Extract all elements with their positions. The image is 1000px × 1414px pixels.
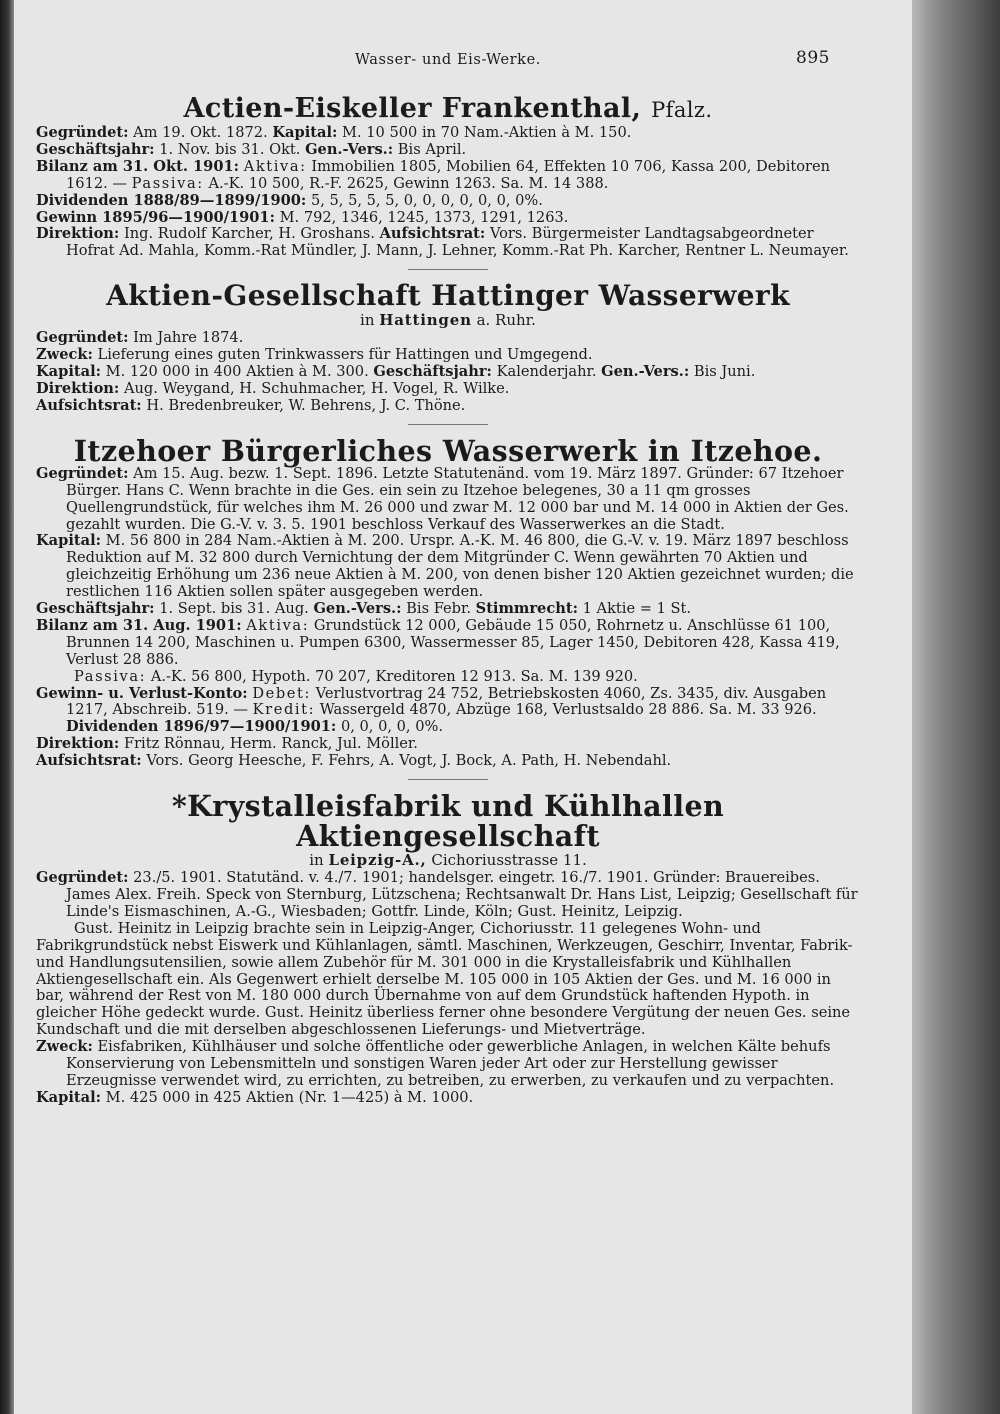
entry-capital <box>36 364 860 381</box>
entry-text: Im Jahre 1874. <box>133 329 244 347</box>
entry-text: Am 19. Okt. 1872. <box>133 124 268 141</box>
company-title: *Krystalleisfabrik und Kühlhallen Aktiengesellschaft <box>171 789 725 854</box>
binding-shadow-right <box>912 0 1000 1414</box>
entry-label: Bilanz am 31. Okt. 1901: <box>36 157 240 175</box>
entry-text: Aug. Weygand, H. Schuhmacher, H. Vogel, R. Wilke. <box>123 379 510 397</box>
location-suffix: a. Ruhr. <box>476 311 536 330</box>
entry-label: Zweck: <box>36 1038 93 1056</box>
entry-spaced-label: Debet: <box>252 684 312 702</box>
entry-text: Kalenderjahr. <box>496 363 597 381</box>
company-title: Aktien-Gesellschaft Hattinger Wasserwerk <box>106 279 790 313</box>
binding-shadow-left <box>0 0 14 1414</box>
entry-text: Vors. Georg Heesche, F. Fehrs, A. Vogt, J. Bock, A. Path, H. Nebendahl. <box>146 752 672 770</box>
entry-text: Fritz Rönnau, Herm. Ranck, Jul. Möller. <box>123 735 418 753</box>
entry-label: Gegründet: <box>36 869 129 887</box>
entry-label: Kapital: <box>272 124 338 141</box>
entry-label: Bilanz am 31. Aug. 1901: <box>36 616 242 634</box>
entry-label: Geschäftsjahr: <box>36 600 155 618</box>
company-entry <box>36 791 860 1107</box>
entry-text: Vors. Bürgermeister Landtagsabgeordneter Hofrat Ad. Mahla, Komm.-Rat Mündler, J. Mann, J. Lehner, Komm.-Rat Ph. Karcher, Rentner L. Neumayer. <box>66 225 849 260</box>
location-suffix: Cichoriusstrasse 11. <box>431 851 587 870</box>
page-text <box>36 44 860 1107</box>
page-number: 895 <box>796 48 830 68</box>
company-entry <box>36 94 860 260</box>
entry-spaced-label: Passiva: <box>131 174 204 192</box>
company-title: Itzehoer Bürgerliches Wasserwerk in Itzehoe. <box>73 433 823 468</box>
entry-text: Gust. Heinitz in Leipzig brachte sein in Leipzig-Anger, Cichoriusstr. 11 gelegenes Wohn- und Fabrikgrundstück nebst Eiswerk und Kühlanlagen, sämtl. Maschinen, Werkzeugen, Geschirr, Inventar, Fabrik- und Handlungsutensilien, sowie allem Zubehör für M. 301 000 in die Krystalleisfabrik und Kühlhallen Aktiengesellschaft ein. Als Gegenwert erhielt derselbe M. 105 000 in 105 Aktien der Ges. und M. 16 000 in bar, während der Rest von M. 180 000 durch Übernahme von auf dem Grundstück haftenden Hypoth. in gleicher Höhe gedeckt wurde. Gust. Heinitz überliess ferner ohne besondere Vergütung der neuen Ges. seine Kundschaft und die mit derselben abgeschlossenen Lieferungs- und Mietverträge. <box>36 919 853 1039</box>
entry-text: Wassergeld 4870, Abzüge 168, Verlustsaldo 28 886. Sa. M. 33 926. <box>319 701 817 719</box>
entry-label: Aufsichtsrat: <box>36 752 142 770</box>
entry-label: Dividenden 1888/89—1899/1900: <box>36 191 307 209</box>
entry-text: 0, 0, 0, 0, 0%. <box>340 718 443 736</box>
location-city: Leipzig-A., <box>328 851 427 870</box>
entry-spaced-label: Passiva: <box>74 667 147 685</box>
entry-text: 1. Sept. bis 31. Aug. <box>159 600 309 618</box>
entry-founded <box>36 125 860 142</box>
company-entry <box>36 433 860 770</box>
entry-text: Bis April. <box>397 140 467 158</box>
section-divider <box>408 779 488 780</box>
location-prefix: in <box>360 311 375 330</box>
entry-text: Immobilien 1805, Mobilien 64, Effekten 10 706, Kassa 200, Debitoren 1612. — <box>66 157 831 192</box>
entry-supervisory-board <box>36 753 860 770</box>
entry-text: M. 56 800 in 284 Nam.-Aktien à M. 200. Urspr. A.-K. M. 46 800, die G.-V. v. 19. März 1897 beschloss Reduktion auf M. 32 800 durch Vernichtung der dem Mitgründer C. Wenn gewährten 70 Aktien und gleichzeitig Erhöhung um 236 neue Aktien à M. 200, von denen bisher 120 Aktien gezeichnet wurden; die restlichen 116 Aktien sollen später ausgegeben werden. <box>66 532 854 601</box>
entry-text: H. Bredenbreuker, W. Behrens, J. C. Thöne. <box>146 396 466 414</box>
entry-label: Direktion: <box>36 225 120 243</box>
entry-liabilities <box>36 669 860 686</box>
company-title <box>36 94 860 125</box>
entry-label: Geschäftsjahr: <box>36 140 155 158</box>
section-divider <box>408 269 488 270</box>
entry-purpose <box>36 1039 860 1090</box>
entry-label: Direktion: <box>36 735 120 753</box>
entry-text: M. 120 000 in 400 Aktien à M. 300. <box>105 363 369 381</box>
location-prefix: in <box>309 851 324 870</box>
entry-label: Aufsichtsrat: <box>36 396 142 414</box>
entry-spaced-label: Aktiva: <box>243 157 307 175</box>
entry-balance <box>36 159 860 193</box>
running-title: Wasser- und Eis-Werke. <box>355 52 541 68</box>
entry-label: Gegründet: <box>36 124 129 141</box>
entry-purpose <box>36 347 860 364</box>
entry-supervisory-board <box>36 398 860 415</box>
entry-balance <box>36 618 860 669</box>
entry-text: 5, 5, 5, 5, 5, 0, 0, 0, 0, 0, 0, 0%. <box>310 191 543 209</box>
entry-label: Gen.-Vers.: <box>305 140 394 158</box>
entry-management <box>36 226 860 260</box>
entry-text: A.-K. 10 500, R.-F. 2625, Gewinn 1263. Sa. M. 14 388. <box>208 174 609 192</box>
entry-text: Bis Febr. <box>406 600 472 618</box>
company-location <box>36 311 860 330</box>
entry-spaced-label: Aktiva: <box>246 616 310 634</box>
entry-label: Dividenden 1896/97—1900/1901: <box>66 718 337 736</box>
entry-label: Gen.-Vers.: <box>601 363 690 381</box>
entry-fiscal-year <box>36 142 860 159</box>
entry-founded <box>36 330 860 347</box>
entry-label: Direktion: <box>36 379 120 397</box>
entry-label: Kapital: <box>36 532 102 550</box>
running-header <box>36 44 860 84</box>
entry-profit <box>36 210 860 227</box>
entry-spaced-label: Kredit: <box>252 701 316 719</box>
entry-text: Eisfabriken, Kühlhäuser und solche öffentliche oder gewerbliche Anlagen, in welchen Kälte behufs Konservierung von Lebensmitteln und sonstigen Waren jeder Art oder zur Herstellung gewisser Erzeugnisse verwendet wird, zu errichten, zu betreiben, zu erwerben, zu verkaufen und zu verpachten. <box>66 1038 835 1089</box>
entry-capital <box>36 533 860 601</box>
entry-text: Ing. Rudolf Karcher, H. Groshans. <box>123 225 375 243</box>
company-name-suffix: Pfalz. <box>651 98 713 122</box>
entry-text: Am 15. Aug. bezw. 1. Sept. 1896. Letzte Statutenänd. vom 19. März 1897. Gründer: 67 Itzehoer Bürger. Hans C. Wenn brachte in die Ges. ein sein zu Itzehoe belegenes, 30 a 11 qm grosses Quellengrundstück, für welches ihm M. 26 000 und zwar M. 12 000 bar und M. 14 000 in Aktien der Ges. gezahlt wurden. Die G.-V. v. 3. 5. 1901 beschloss Verkauf des Wasserwerkes an die Stadt. <box>66 464 849 533</box>
entry-capital <box>36 1090 860 1107</box>
entry-founded <box>36 870 860 921</box>
entry-profit-loss <box>36 686 860 737</box>
entry-label: Kapital: <box>36 363 102 381</box>
entry-text: Grundstück 12 000, Gebäude 15 050, Rohrnetz u. Anschlüsse 61 100, Brunnen 14 200, Maschinen u. Pumpen 6300, Wassermesser 85, Lager 1450, Debitoren 428, Kassa 419, Verlust 28 886. <box>66 616 840 668</box>
entry-label: Aufsichtsrat: <box>379 225 486 243</box>
entry-label: Zweck: <box>36 346 93 364</box>
entry-contribution <box>36 921 860 1039</box>
entry-text: M. 425 000 in 425 Aktien (Nr. 1—425) à M. 1000. <box>105 1088 474 1106</box>
entry-text: A.-K. 56 800, Hypoth. 70 207, Kreditoren 12 913. Sa. M. 139 920. <box>150 667 638 685</box>
entry-label: Gen.-Vers.: <box>313 600 402 618</box>
entry-fiscal-year <box>36 601 860 618</box>
entry-label: Geschäftsjahr: <box>373 363 492 381</box>
entry-text: Lieferung eines guten Trinkwassers für Hattingen und Umgegend. <box>97 346 593 364</box>
entry-label: Kapital: <box>36 1088 102 1106</box>
company-name: Actien-Eiskeller Frankenthal, <box>183 93 642 124</box>
entry-label: Gegründet: <box>36 329 129 347</box>
entry-text: 1. Nov. bis 31. Okt. <box>159 140 301 158</box>
entry-text: M. 792, 1346, 1245, 1373, 1291, 1263. <box>279 208 569 226</box>
entry-text: 1 Aktie = 1 St. <box>582 600 692 618</box>
entry-label: Gewinn- u. Verlust-Konto: <box>36 684 248 702</box>
entry-text: 23./5. 1901. Statutänd. v. 4./7. 1901; handelsger. eingetr. 16./7. 1901. Gründer: Brauereibes. James Alex. Freih. Speck von Sternburg, Lützschena; Rechtsanwalt Dr. Hans List, Leipzig; Gesellschaft für Linde's Eismaschinen, A.-G., Wiesbaden; Gottfr. Linde, Köln; Gust. Heinitz, Leipzig. <box>66 869 858 920</box>
section-divider <box>408 424 488 425</box>
entry-text: M. 10 500 in 70 Nam.-Aktien à M. 150. <box>342 124 632 141</box>
entry-management <box>36 381 860 398</box>
entry-label: Gegründet: <box>36 464 129 482</box>
entry-dividends <box>36 193 860 210</box>
location-city: Hattingen <box>379 311 472 330</box>
entry-label: Gewinn 1895/96—1900/1901: <box>36 208 275 226</box>
entry-management <box>36 736 860 753</box>
entry-founded <box>36 466 860 534</box>
entry-text: Bis Juni. <box>693 363 756 381</box>
entry-label: Stimmrecht: <box>475 600 578 618</box>
company-location <box>36 851 860 870</box>
company-entry <box>36 281 860 415</box>
entry-text: Verlustvortrag 24 752, Betriebskosten 4060, Zs. 3435, div. Ausgaben 1217, Abschreib. 519. — <box>66 684 827 719</box>
